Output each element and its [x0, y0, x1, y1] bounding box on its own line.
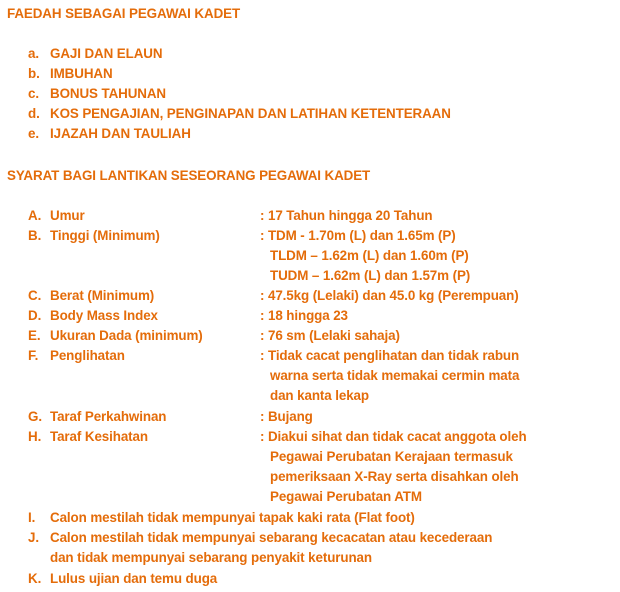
benefit-marker: c.	[28, 86, 39, 101]
benefit-text: BONUS TAHUNAN	[50, 86, 166, 101]
benefit-item	[28, 46, 162, 61]
requirement-value: : 18 hingga 23	[260, 308, 348, 323]
requirement-value: : TDM - 1.70m (L) dan 1.65m (P)	[260, 228, 456, 243]
benefit-text: GAJI DAN ELAUN	[50, 46, 163, 61]
benefit-marker: d.	[28, 106, 40, 121]
requirements-heading: SYARAT BAGI LANTIKAN SESEORANG PEGAWAI KADET	[7, 168, 371, 183]
requirement-marker: A.	[28, 208, 42, 223]
requirement-label: Tinggi (Minimum)	[50, 228, 160, 243]
requirement-row	[28, 328, 203, 343]
requirement-label: Taraf Kesihatan	[50, 429, 148, 444]
requirement-value: : 17 Tahun hingga 20 Tahun	[260, 208, 433, 223]
requirement-row	[28, 228, 160, 243]
benefit-text: IMBUHAN	[50, 66, 113, 81]
requirement-marker: C.	[28, 288, 42, 303]
benefits-heading: FAEDAH SEBAGAI PEGAWAI KADET	[7, 6, 241, 21]
requirement-value-continuation: TLDM – 1.62m (L) dan 1.60m (P)	[270, 248, 469, 263]
benefit-text: KOS PENGAJIAN, PENGINAPAN DAN LATIHAN KETENTERAAN	[50, 106, 451, 121]
extra-requirement	[28, 571, 217, 586]
benefit-marker: a.	[28, 46, 39, 61]
requirement-value-continuation: TUDM – 1.62m (L) dan 1.57m (P)	[270, 268, 471, 283]
benefit-item	[28, 66, 113, 81]
requirement-value-continuation: Pegawai Perubatan Kerajaan termasuk	[270, 449, 513, 464]
extra-marker: I.	[28, 510, 36, 525]
requirement-label: Ukuran Dada (minimum)	[50, 328, 203, 343]
requirement-label: Penglihatan	[50, 348, 125, 363]
benefit-item	[28, 106, 451, 121]
requirement-marker: E.	[28, 328, 41, 343]
benefit-text: IJAZAH DAN TAULIAH	[50, 126, 191, 141]
requirement-value-continuation: Pegawai Perubatan ATM	[270, 489, 422, 504]
requirement-row	[28, 409, 166, 424]
benefit-item	[28, 86, 166, 101]
requirement-row	[28, 429, 148, 444]
requirement-label: Umur	[50, 208, 85, 223]
benefit-item	[28, 126, 191, 141]
requirement-value: : 76 sm (Lelaki sahaja)	[260, 328, 400, 343]
extra-text: Calon mestilah tidak mempunyai sebarang kecacatan atau kecederaan	[50, 530, 493, 545]
requirement-marker: B.	[28, 228, 42, 243]
extra-text-continuation: dan tidak mempunyai sebarang penyakit keturunan	[50, 550, 372, 565]
requirement-value-continuation: dan kanta lekap	[270, 388, 369, 403]
extra-text: Calon mestilah tidak mempunyai tapak kaki rata (Flat foot)	[50, 510, 415, 525]
requirement-marker: F.	[28, 348, 39, 363]
requirement-marker: H.	[28, 429, 42, 444]
benefit-marker: e.	[28, 126, 39, 141]
requirement-label: Berat (Minimum)	[50, 288, 155, 303]
requirement-value: : Diakui sihat dan tidak cacat anggota oleh	[260, 429, 527, 444]
requirement-label: Taraf Perkahwinan	[50, 409, 167, 424]
requirement-label: Body Mass Index	[50, 308, 158, 323]
requirement-value: : Tidak cacat penglihatan dan tidak rabun	[260, 348, 520, 363]
extra-requirement	[28, 510, 415, 525]
requirement-row	[28, 288, 154, 303]
benefit-marker: b.	[28, 66, 40, 81]
requirement-value-continuation: warna serta tidak memakai cermin mata	[270, 368, 520, 383]
requirement-row	[28, 348, 125, 363]
extra-marker: J.	[28, 530, 39, 545]
extra-text: Lulus ujian dan temu duga	[50, 571, 218, 586]
requirement-marker: G.	[28, 409, 42, 424]
requirement-value: : 47.5kg (Lelaki) dan 45.0 kg (Perempuan)	[260, 288, 519, 303]
requirement-row	[28, 208, 85, 223]
requirement-row	[28, 308, 158, 323]
requirement-value: : Bujang	[260, 409, 313, 424]
extra-marker: K.	[28, 571, 42, 586]
requirement-marker: D.	[28, 308, 42, 323]
requirement-value-continuation: pemeriksaan X-Ray serta disahkan oleh	[270, 469, 519, 484]
extra-requirement	[28, 530, 492, 545]
